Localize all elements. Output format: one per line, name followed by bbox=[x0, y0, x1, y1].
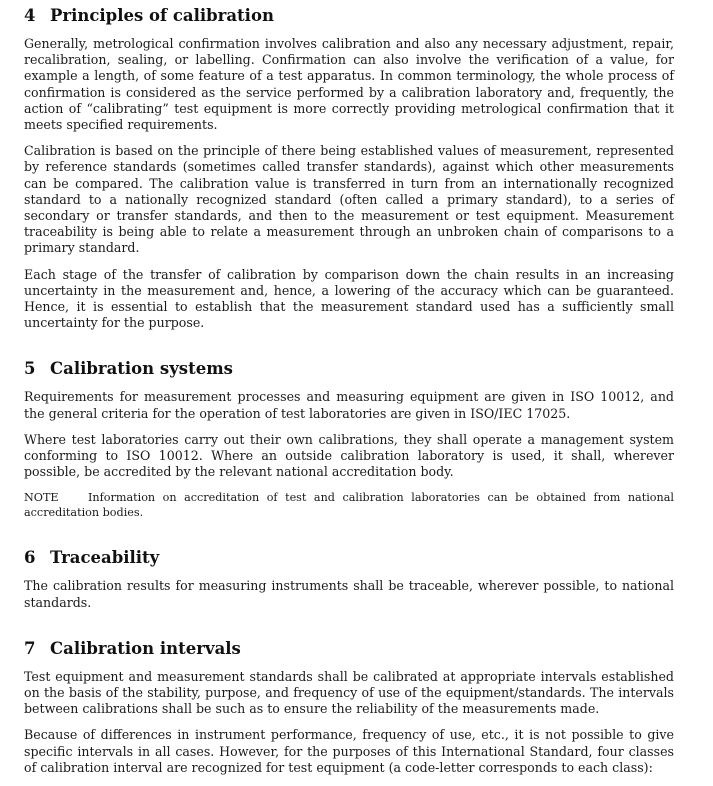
section-number: 4 bbox=[24, 6, 36, 25]
section-title: Traceability bbox=[50, 548, 160, 568]
section-heading bbox=[24, 359, 674, 379]
section-6 bbox=[24, 548, 674, 610]
section-title: Calibration systems bbox=[50, 359, 233, 379]
paragraph: Generally, metrological confirmation involves calibration and also any necessary adjustment, repair, recalibration, sealing, or labelling. Confirmation can also involve the verification of a value, for example a length, of some feature of a test apparatus. In common terminology, the whole process of confirmation is considered as the service performed by a calibration laboratory and, frequently, the action of “calibrating” test equipment is more correctly providing metrological confirmation that it meets specified requirements. bbox=[24, 36, 674, 133]
note bbox=[24, 490, 674, 520]
section-4 bbox=[24, 6, 674, 331]
paragraph: Because of differences in instrument performance, frequency of use, etc., it is not possible to give specific intervals in all cases. However, for the purposes of this International Standard, four classes of calibration interval are recognized for test equipment (a code-letter corresponds to each class): bbox=[24, 727, 674, 775]
note-label: NOTE bbox=[24, 491, 59, 505]
section-number: 7 bbox=[24, 638, 36, 658]
note-text: Information on accreditation of test and calibration laboratories can be obtained from national accreditation bodies. bbox=[24, 491, 674, 520]
paragraph: Each stage of the transfer of calibration by comparison down the chain results in an increasing uncertainty in the measurement and, hence, a lowering of the accuracy which can be guaranteed. Hence, it is essential to establish that the measurement standard used has a sufficiently small uncertainty for the purpose. bbox=[24, 266, 674, 331]
section-7 bbox=[24, 639, 674, 776]
section-title: Principles of calibration bbox=[50, 6, 274, 25]
paragraph: Calibration is based on the principle of there being established values of measurement, represented by reference standards (sometimes called transfer standards), against which other measurements can be compared. The calibration value is transferred in turn from an internationally recognized standard to a nationally recognized standard (often called a primary standard), to a series of secondary or transfer standards, and then to the measurement or test equipment. Measurement traceability is being able to relate a measurement through an unbroken chain of comparisons to a primary standard. bbox=[24, 143, 674, 256]
paragraph: The calibration results for measuring instruments shall be traceable, wherever possible, to national standards. bbox=[24, 578, 674, 610]
section-number: 5 bbox=[24, 359, 36, 379]
section-title: Calibration intervals bbox=[50, 638, 241, 658]
paragraph: Test equipment and measurement standards shall be calibrated at appropriate intervals established on the basis of the stability, purpose, and frequency of use of the equipment/standards. The intervals between calibrations shall be such as to ensure the reliability of the measurements made. bbox=[24, 668, 674, 717]
paragraph: Where test laboratories carry out their own calibrations, they shall operate a management system conforming to ISO 10012. Where an outside calibration laboratory is used, it shall, wherever possible, be accredited by the relevant national accreditation body. bbox=[24, 431, 674, 480]
document-page bbox=[24, 6, 674, 786]
section-heading bbox=[24, 6, 674, 26]
paragraph: Requirements for measurement processes and measuring equipment are given in ISO 10012, and the general criteria for the operation of test laboratories are given in ISO/IEC 17025. bbox=[24, 389, 674, 421]
section-heading bbox=[24, 548, 674, 568]
section-number: 6 bbox=[24, 548, 36, 568]
section-5 bbox=[24, 359, 674, 520]
section-heading bbox=[24, 639, 674, 659]
